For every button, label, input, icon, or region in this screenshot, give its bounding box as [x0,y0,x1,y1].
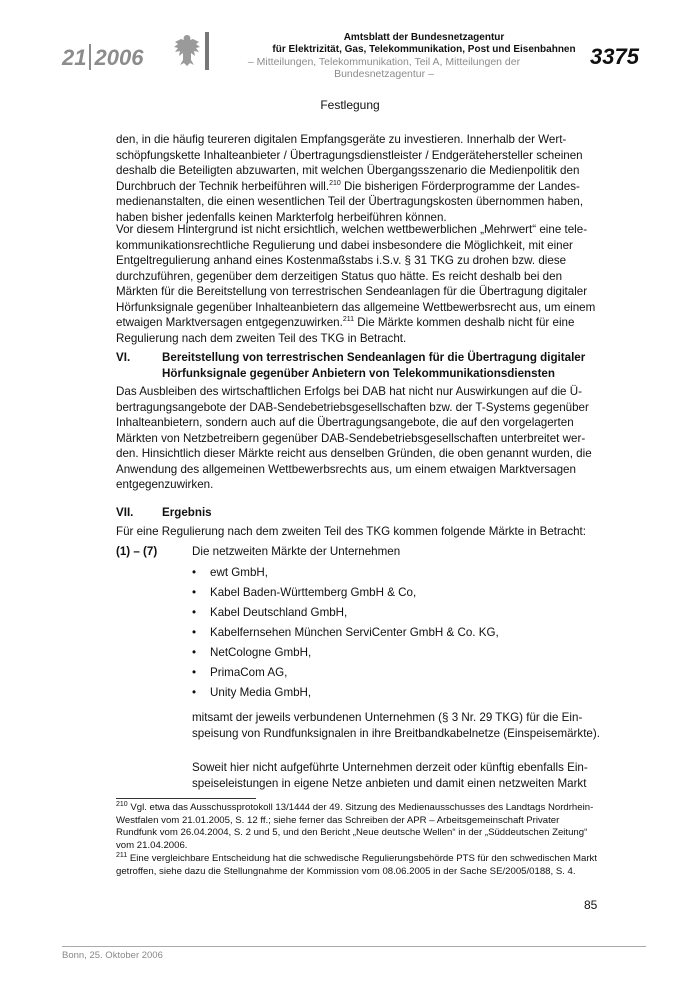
bullet-icon: • [192,646,197,659]
section-label: Festlegung [320,98,380,112]
paragraph-2-end: Die Märkte kommen deshalb nicht für eine Regulierung nach dem zweiten Teil des TKG in Betracht. [116,316,575,345]
gazette-title-line2: für Elektrizität, Gas, Telekommunikation, Post und Eisenbahnen [272,44,576,55]
company-name: Kabel Baden-Württemberg GmbH & Co, [210,586,417,599]
paragraph-1-end: Die bisherigen Förderprogramme der Landesmedienanstalten, die einen wesentlichen Teil der Übertragungskosten übernommen haben, haben bisher jedenfalls keinen Markterfolg herbeiführen können. [116,179,584,224]
gazette-subtitle: – Mitteilungen, Telekommunikation, Teil A, Mitteilungen der Bundesnetzagentur – [247,56,521,80]
company-name: Kabelfernsehen München ServiCenter GmbH & Co. KG, [210,626,499,639]
issue-number: 21 [62,45,87,70]
list-item [192,646,311,659]
footnote-divider [116,798,256,799]
issue-label [62,44,143,71]
paragraph-5: mitsamt der jeweils verbundenen Unternehmen (§ 3 Nr. 29 TKG) für die Einspeisung von Rundfunksignalen in ihre Breitbandkabelnetze (Einspeisemärkte). [192,711,600,740]
bullet-icon: • [192,566,197,579]
list-item [192,566,268,579]
bullet-icon: • [192,686,197,699]
paragraph-2 [116,222,600,346]
footnote-211-text: Eine vergleichbare Entscheidung hat die schwedische Regulierungsbehörde PTS für den schwedischen Markt getroffen, siehe dazu die Stellungnahme der Kommission vom 08.06.2005 in der Sache SE/2005/0188, S. 4. [116,853,598,877]
market-list-intro: Die netzweiten Märkte der Unternehmen [192,545,401,558]
bullet-icon: • [192,626,197,639]
bullet-icon: • [192,666,197,679]
company-name: Kabel Deutschland GmbH, [210,606,348,619]
footnote-ref-210[interactable]: 210 [329,179,341,187]
paragraph-1-text: den, in die häufig teureren digitalen Empfangsgeräte zu investieren. Innerhalb der Wertschöpfungskette Inhalteanbieter / Übertragungsdienstleister / Endgerätehersteller scheinen deshalb die Beteiligten abzuwarten, mit welchen Übergangsszenario die Medienpolitik den Durchbruch der Technik herbeiführen will. [116,133,583,193]
gazette-title-line1: Amtsblatt der Bundesnetzagentur [343,32,505,43]
section-vi-number: VI. [116,351,131,364]
federal-eagle-icon [172,32,202,68]
gazette-page-number: 3375 [590,44,639,69]
bullet-icon: • [192,606,197,619]
section-vii-number: VII. [116,506,134,519]
paragraph-4: Für eine Regulierung nach dem zweiten Teil des TKG kommen folgende Märkte in Betracht: [116,525,587,538]
section-vii-title: Ergebnis [162,506,212,519]
section-vi-title: Bereitstellung von terrestrischen Sendeanlagen für die Übertragung digitaler Hörfunksignale gegenüber Anbietern von Telekommunikationsdiensten [162,351,586,380]
header-separator [205,32,209,70]
paragraph-1 [116,132,600,225]
footer-divider [62,946,646,947]
paragraph-6: Soweit hier nicht aufgeführte Unternehmen derzeit oder künftig ebenfalls Einspeiseleistungen in eigene Netze anbieten und damit einen netzweiten Markt [192,761,588,790]
list-item [192,606,347,619]
company-name: NetCologne GmbH, [210,646,312,659]
list-item [192,686,311,699]
bullet-icon: • [192,586,197,599]
footnote-211-number: 211 [116,851,128,859]
list-item [192,586,416,599]
gazette-title [214,32,634,56]
footnote-210-number: 210 [116,800,128,808]
company-name: PrimaCom AG, [210,666,288,679]
footnote-211 [116,853,600,878]
issue-year: 2006 [94,45,144,70]
paragraph-3: Das Ausbleiben des wirtschaftlichen Erfolgs bei DAB hat nicht nur Auswirkungen auf die Übertragungsangebote der DAB-Sendebetriebsgesellschaften bzw. der T-Systems gegenüber Inhalteanbietern, sondern auch auf die Übertragungsangebote, die auf den vorgelagerten Märkten von Netzbetreibern gegenüber DAB-Sendebetriebsgesellschaften unterbreitet werden. Hinsichtlich dieser Märkte reicht aus denselben Gründen, die oben genannt wurden, die Anwendung des allgemeinen Wettbewerbsrechts aus, um einem etwaigen Marktversagen entgegenzuwirken. [116,385,592,491]
footnote-210-text: Vgl. etwa das Ausschussprotokoll 13/1444 der 49. Sitzung des Medienausschusses des Landtags Nordrhein-Westfalen vom 21.01.2005, S. 12 ff.; siehe ferner das Schreiben der APR – Arbeitsgemeinschaft Privater Rundfunk vom 26.04.2004, S. 2 und 5, und den Bericht „Neue deutsche Wellen“ in der „Süddeutschen Zeitung“ vom 21.04.2006. [116,802,594,851]
market-range-label: (1) – (7) [116,545,158,558]
issue-divider [89,44,91,70]
footnote-210 [116,802,600,852]
page-number: 85 [584,898,598,912]
footnote-ref-211[interactable]: 211 [342,316,355,324]
list-item [192,666,287,679]
footer-date: Bonn, 25. Oktober 2006 [62,950,163,961]
list-item [192,626,499,639]
company-name: ewt GmbH, [210,566,268,579]
paragraph-2-text: Vor diesem Hintergrund ist nicht ersichtlich, welchen wettbewerblichen „Mehrwert“ eine telekommunikationsrechtliche Regulierung und dabei insbesondere die Möglichkeit, mit einer Entgeltregulierung anhand eines Kostenmaßstabs i.S.v. § 31 TKG zu drohen bzw. diese durchzuführen, gegenüber dem derzeitigen Status quo hätte. Es reicht deshalb bei den Märkten für die Bereitstellung von terrestrischen Sendeanlagen für die Übertragung digitaler Hörfunksignale gegenüber Inhalteanbietern das allgemeine Wettbewerbsrecht aus, um einem etwaigen Marktversagen entgegenzuwirken. [116,223,596,329]
company-name: Unity Media GmbH, [210,686,312,699]
